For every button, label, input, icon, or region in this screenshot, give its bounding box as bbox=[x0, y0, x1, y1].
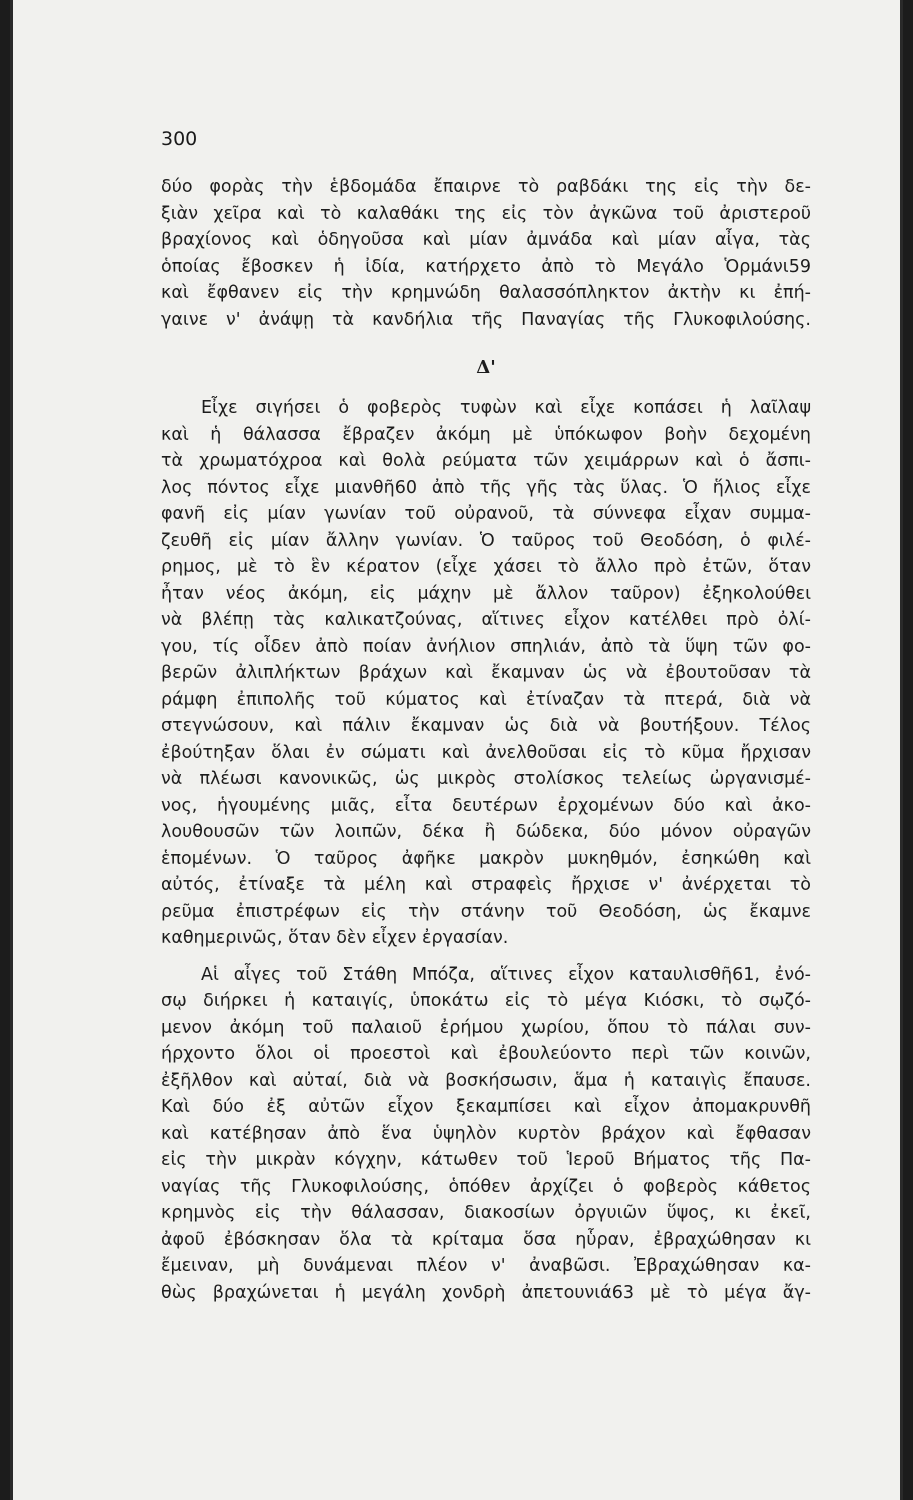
paragraph-3 bbox=[161, 962, 811, 1307]
text-line: ράμφη ἐπιπολῆς τοῦ κύματος καὶ ἐτίναζαν τὰ πτερά, διὰ νὰ bbox=[161, 689, 811, 710]
text-line: ρημος, μὲ τὸ ἓν κέρατον (εἶχε χάσει τὸ ἄλλο πρὸ ἐτῶν, ὅταν bbox=[161, 557, 811, 577]
text-line: θὼς βραχώνεται ἡ μεγάλη χονδρὴ ἀπετουνιά63 μὲ τὸ μέγα ἄγ- bbox=[161, 1282, 811, 1303]
text-line: ἀφοῦ ἐβόσκησαν ὅλα τὰ κρίταμα ὅσα ηὗραν, ἐβραχώθησαν κι bbox=[161, 1229, 811, 1250]
text-body bbox=[161, 174, 811, 1306]
text-line: λος πόντος εἶχε μιανθῆ60 ἀπὸ τῆς γῆς τὰς ὕλας. Ὁ ἥλιος εἶχε bbox=[161, 477, 811, 498]
text-line: τὰ χρωματόχροα καὶ θολὰ ρεύματα τῶν χειμάρρων καὶ ὁ ἄσπι- bbox=[161, 451, 811, 471]
paragraph-2 bbox=[161, 395, 811, 952]
text-line: αὐτός, ἐτίναξε τὰ μέλη καὶ στραφεὶς ἤρχισε ν' ἀνέρχεται τὸ bbox=[161, 875, 811, 895]
text-line: φανῆ εἰς μίαν γωνίαν τοῦ οὐρανοῦ, τὰ σύννεφα εἶχαν συμμα- bbox=[161, 504, 811, 524]
text-line: γου, τίς οἶδεν ἀπὸ ποίαν ἀνήλιον σπηλιάν, ἀπὸ τὰ ὕψη τῶν φο- bbox=[161, 636, 811, 657]
book-page bbox=[10, 0, 903, 1500]
text-line: ἔμειναν, μὴ δυνάμεναι πλέον ν' ἀναβῶσι. Ἐβραχώθησαν κα- bbox=[161, 1256, 811, 1276]
text-line: σῳ διήρκει ἡ καταιγίς, ὑποκάτω εἰς τὸ μέγα Κιόσκι, τὸ σῳζό- bbox=[161, 991, 811, 1011]
text-line: εἰς τὴν μικρὰν κόγχην, κάτωθεν τοῦ Ἱεροῦ Βήματος τῆς Πα- bbox=[161, 1150, 811, 1170]
text-line: καὶ ἔφθανεν εἰς τὴν κρημνώδη θαλασσόπληκτον ἀκτὴν κι ἐπή- bbox=[161, 283, 811, 303]
text-line: ἦταν νέος ἀκόμη, εἰς μάχην μὲ ἄλλον ταῦρον) ἐξηκολούθει bbox=[161, 583, 811, 604]
page-number: 300 bbox=[161, 128, 198, 150]
text-line: γαινε ν' ἀνάψῃ τὰ κανδήλια τῆς Παναγίας τῆς Γλυκοφιλούσης. bbox=[161, 309, 811, 330]
text-line: δύο φορὰς τὴν ἑβδομάδα ἔπαιρνε τὸ ραβδάκι της εἰς τὴν δε- bbox=[161, 177, 811, 197]
paragraph-gap bbox=[161, 952, 811, 962]
paragraph-1 bbox=[161, 174, 811, 333]
text-line: λουθουσῶν τῶν λοιπῶν, δέκα ἢ δώδεκα, δύο μόνον οὐραγῶν bbox=[161, 822, 811, 842]
text-line: καὶ κατέβησαν ἀπὸ ἕνα ὑψηλὸν κυρτὸν βράχον καὶ ἔφθασαν bbox=[161, 1123, 811, 1144]
text-line: ξιὰν χεῖρα καὶ τὸ καλαθάκι της εἰς τὸν ἀγκῶνα τοῦ ἀριστεροῦ bbox=[161, 203, 811, 224]
text-line: ἐξῆλθον καὶ αὐταί, διὰ νὰ βοσκήσωσιν, ἅμα ἡ καταιγὶς ἔπαυσε. bbox=[161, 1070, 811, 1091]
text-line: στεγνώσουν, καὶ πάλιν ἔκαμναν ὡς διὰ νὰ βουτήξουν. Τέλος bbox=[161, 716, 811, 736]
text-line: ζευθῆ εἰς μίαν ἄλλην γωνίαν. Ὁ ταῦρος τοῦ Θεοδόση, ὁ φιλέ- bbox=[161, 530, 811, 551]
text-line: Καὶ δύο ἐξ αὐτῶν εἶχον ξεκαμπίσει καὶ εἶχον ἀπομακρυνθῆ bbox=[161, 1097, 811, 1117]
text-line: ἑπομένων. Ὁ ταῦρος ἀφῆκε μακρὸν μυκηθμόν, ἐσηκώθη καὶ bbox=[161, 848, 811, 869]
text-line: μενον ἀκόμη τοῦ παλαιοῦ ἐρήμου χωρίου, ὅπου τὸ πάλαι συν- bbox=[161, 1017, 811, 1038]
text-line: κρημνὸς εἰς τὴν θάλασσαν, διακοσίων ὀργυιῶν ὕψος, κι ἐκεῖ, bbox=[161, 1203, 811, 1223]
text-line: βερῶν ἀλιπλήκτων βράχων καὶ ἔκαμναν ὡς νὰ ἐβουτοῦσαν τὰ bbox=[161, 663, 811, 683]
text-line: ήρχοντο ὅλοι οἱ προεστοὶ καὶ ἐβουλεύοντο περὶ τῶν κοινῶν, bbox=[161, 1044, 811, 1064]
text-line: καὶ ἡ θάλασσα ἔβραζεν ἀκόμη μὲ ὑπόκωφον βοὴν δεχομένη bbox=[161, 424, 811, 445]
section-heading: Δ' bbox=[476, 357, 496, 378]
text-line: νὰ βλέπῃ τὰς καλικατζούνας, αἵτινες εἶχον κατέλθει πρὸ ὀλί- bbox=[161, 610, 811, 630]
text-line: νος, ἡγουμένης μιᾶς, εἶτα δευτέρων ἐρχομένων δύο καὶ ἀκο- bbox=[161, 795, 811, 816]
text-line: ἐβούτηξαν ὅλαι ἐν σώματι καὶ ἀνελθοῦσαι εἰς τὸ κῦμα ἤρχισαν bbox=[161, 742, 811, 763]
text-line: ρεῦμα ἐπιστρέφων εἰς τὴν στάνην τοῦ Θεοδόση, ὡς ἔκαμνε bbox=[161, 901, 811, 922]
text-line: Εἶχε σιγήσει ὁ φοβερὸς τυφὼν καὶ εἶχε κοπάσει ἡ λαῖλαψ bbox=[201, 398, 811, 418]
text-line: Αἱ αἶγες τοῦ Στάθη Μπόζα, αἵτινες εἶχον καταυλισθῆ61, ἐνό- bbox=[201, 964, 811, 985]
text-line: νὰ πλέωσι κανονικῶς, ὡς μικρὸς στολίσκος τελείως ὠργανισμέ- bbox=[161, 769, 811, 789]
text-line: βραχίονος καὶ ὁδηγοῦσα καὶ μίαν ἀμνάδα καὶ μίαν αἶγα, τὰς bbox=[161, 230, 811, 250]
text-line: καθημερινῶς, ὅταν δὲν εἶχεν ἐργασίαν. bbox=[161, 928, 509, 948]
text-line: ναγίας τῆς Γλυκοφιλούσης, ὁπόθεν ἀρχίζει ὁ φοβερὸς κάθετος bbox=[161, 1176, 811, 1197]
text-line: ὁποίας ἔβοσκεν ἡ ἰδία, κατήρχετο ἀπὸ τὸ Μεγάλο Ὁρμάνι59 bbox=[161, 256, 811, 277]
